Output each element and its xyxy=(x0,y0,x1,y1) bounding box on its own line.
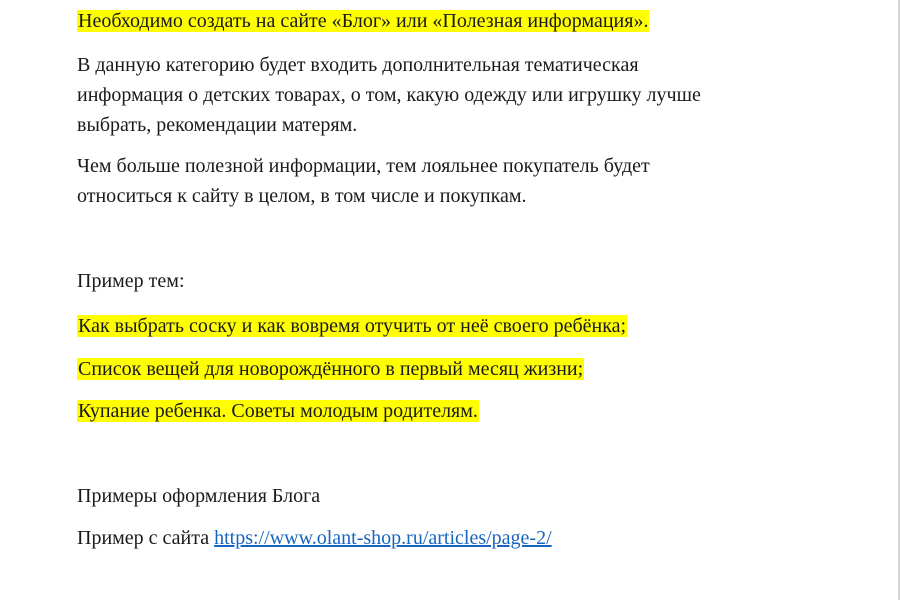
topic-item xyxy=(77,311,837,341)
example-site-line xyxy=(77,523,837,553)
topic-item xyxy=(77,396,837,426)
category-paragraph xyxy=(77,50,837,140)
category-line: информация о детских товарах, о том, какую одежду или игрушку лучше xyxy=(77,84,701,106)
topics-heading xyxy=(77,266,837,296)
topics-heading-text: Пример тем: xyxy=(77,270,185,292)
blog-examples-heading-text: Примеры оформления Блога xyxy=(77,485,321,507)
topic-item-text: Купание ребенка. Советы молодым родителям. xyxy=(78,400,478,422)
loyalty-line: Чем больше полезной информации, тем лояльнее покупатель будет xyxy=(77,155,650,177)
loyalty-line: относиться к сайту в целом, в том числе и покупкам. xyxy=(77,185,527,207)
example-prefix-text: Пример с сайта xyxy=(77,527,215,549)
category-line: выбрать, рекомендации матерям. xyxy=(77,114,358,136)
blog-examples-heading xyxy=(77,481,837,511)
category-line: В данную категорию будет входить дополнительная тематическая xyxy=(77,54,639,76)
topic-item xyxy=(77,354,837,384)
intro-paragraph xyxy=(77,6,837,36)
topic-item-text: Список вещей для новорождённого в первый месяц жизни; xyxy=(78,358,584,380)
loyalty-paragraph xyxy=(77,151,837,211)
intro-highlighted-text: Необходимо создать на сайте «Блог» или «Полезная информация». xyxy=(78,10,649,32)
topic-item-text: Как выбрать соску и как вовремя отучить от неё своего ребёнка; xyxy=(78,315,627,337)
example-site-link[interactable]: https://www.olant-shop.ru/articles/page-2/ xyxy=(214,527,552,549)
